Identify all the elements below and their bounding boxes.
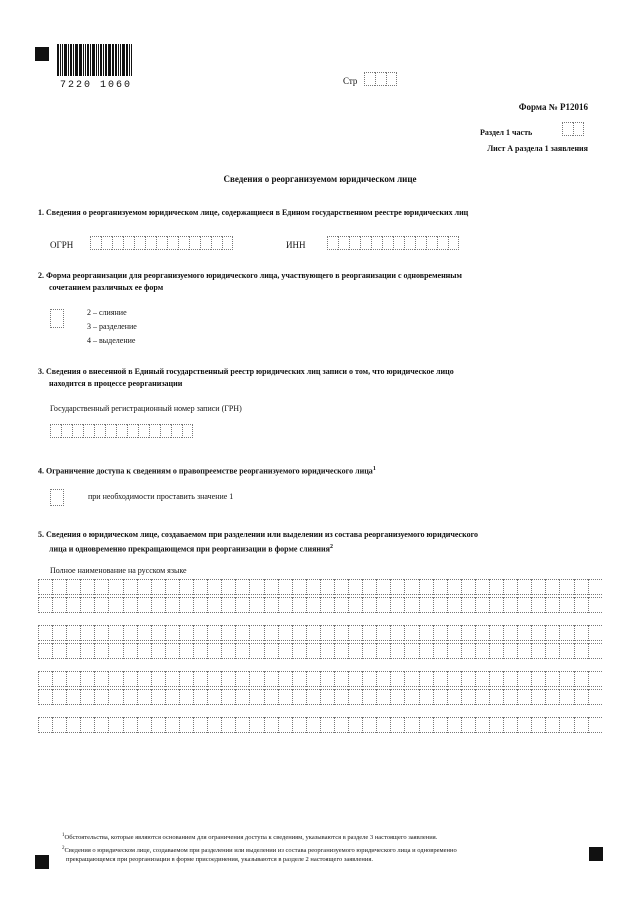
footnote-ref-1: 1 [372, 466, 376, 472]
section2-heading-line1: 2. Форма реорганизации для реорганизуемого юридического лица, участвующего в реорганизации с одновременным [38, 271, 462, 280]
form-title: Форма № Р12016 [518, 102, 588, 112]
section5-heading-line1: 5. Сведения о юридическом лице, создаваемом при разделении или выделении из состава реорганизуемого юридического [38, 530, 479, 539]
registration-marker-bottom-left [35, 855, 49, 869]
inn-label: ИНН [286, 240, 306, 250]
full-name-label: Полное наименование на русском языке [50, 566, 187, 575]
access-restriction-checkbox[interactable] [50, 489, 64, 506]
section2-heading-line2: сочетанием различных ее форм [49, 283, 164, 292]
option-separation: 4 – выделение [87, 336, 136, 345]
barcode [57, 44, 133, 76]
grn-label: Государственный регистрационный номер записи (ГРН) [50, 404, 242, 413]
section3-heading-line1: 3. Сведения о внесенной в Единый государственный реестр юридических лиц записи о том, что юридическое лицо [38, 367, 454, 376]
footnote-1: $^1$Обстоятельства, которые являются основанием для ограничения доступа к сведениям, указываются в разделе 3 настоящего заявления. [62, 833, 438, 842]
sheet-label: Лист А раздела 1 заявления [487, 144, 588, 153]
option-division: 3 – разделение [87, 322, 137, 331]
option-merger: 2 – слияние [87, 308, 127, 317]
part-number-cells[interactable] [562, 122, 584, 136]
section-label: Раздел 1 часть [480, 128, 533, 137]
footnote-2-continued: прекращающемся при реорганизации в форме присоединения, указываются в разделе 2 настоящего заявления. [66, 856, 373, 863]
ogrn-input[interactable] [90, 236, 233, 250]
registration-marker-top-left [35, 47, 49, 61]
grn-input[interactable] [50, 424, 193, 438]
section4-heading: 4. Ограничение доступа к сведениям о правопреемстве реорганизуемого юридического лица$^1$ [38, 466, 376, 476]
page-title: Сведения о реорганизуемом юридическом лице [223, 174, 417, 184]
section1-heading: 1. Сведения о реорганизуемом юридическом лице, содержащиеся в Едином государственном реестре юридических лиц [38, 208, 469, 217]
page-number-cells[interactable] [364, 72, 397, 86]
page-label: Стр [343, 76, 358, 86]
footnote-2: $^2$Сведения о юридическом лице, создаваемом при разделении или выделении из состава реорганизуемого юридического лица и одновременно [62, 846, 457, 855]
reorganization-form-input[interactable] [50, 309, 64, 328]
footnote-ref-2: 2 [329, 544, 333, 550]
section3-heading-line2: находится в процессе реорганизации [49, 379, 183, 388]
section5-heading-line2: лица и одновременно прекращающемся при реорганизации в форме слияния$^2$ [49, 544, 333, 554]
inn-input[interactable] [327, 236, 459, 250]
registration-marker-bottom-right [589, 847, 603, 861]
checkbox-instruction: при необходимости проставить значение 1 [88, 492, 234, 501]
barcode-number: 7220 1060 [60, 80, 133, 91]
ogrn-label: ОГРН [50, 240, 74, 250]
